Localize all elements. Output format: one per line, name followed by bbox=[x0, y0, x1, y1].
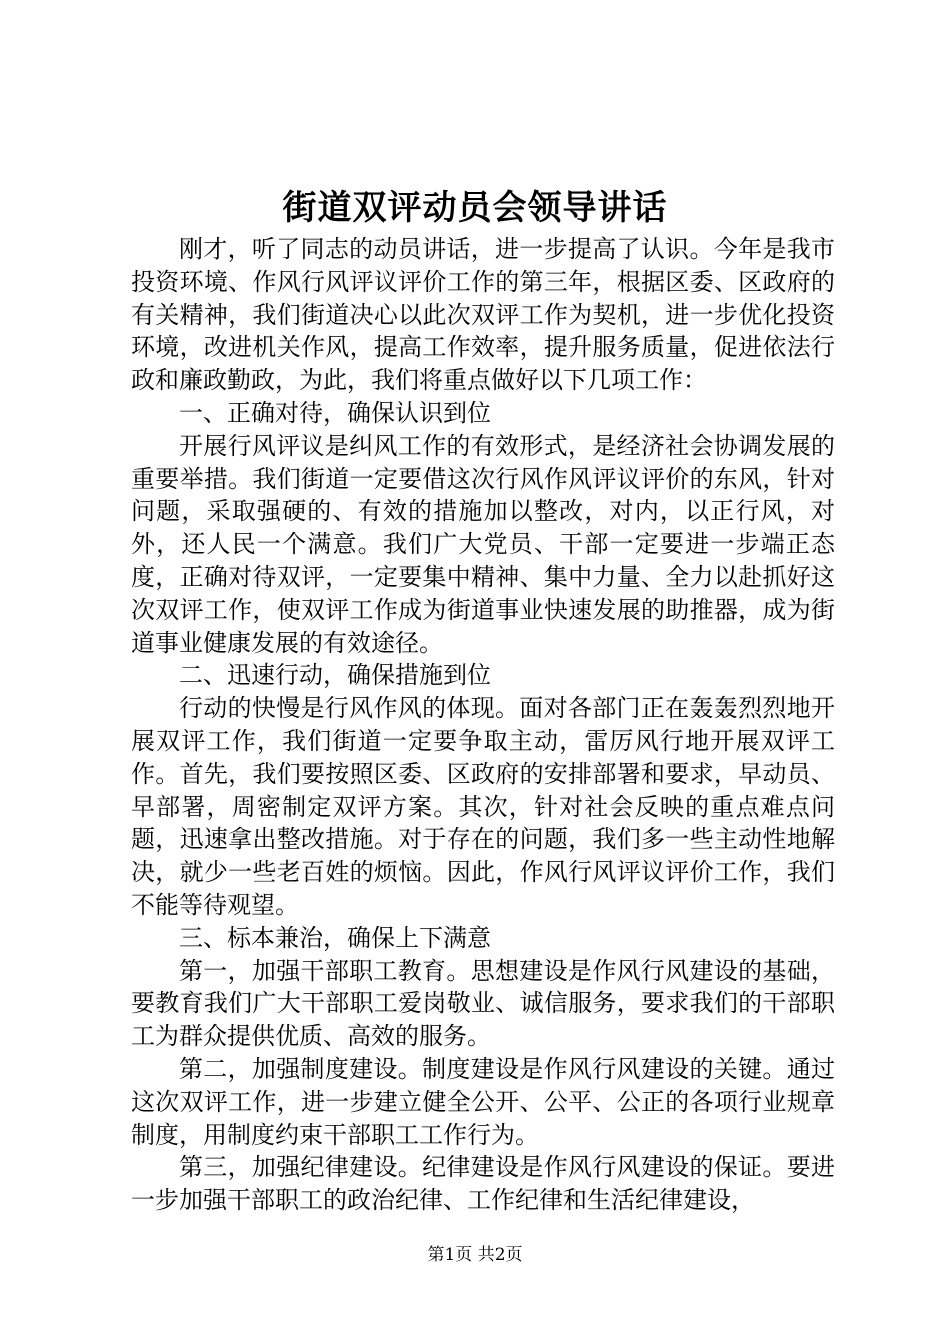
document-body bbox=[131, 233, 835, 1217]
section-3-heading: 三、标本兼治，确保上下满意 bbox=[179, 923, 491, 952]
section-3-paragraph-2: 第二，加强制度建设。制度建设是作风行风建设的关键。通过这次双评工作，进一步建立健全公开、公平、公正的各项行业规章制度，用制度约束干部职工工作行为。 bbox=[131, 1054, 835, 1149]
page-footer: 第1页 共2页 bbox=[427, 1245, 523, 1265]
section-2-heading: 二、迅速行动，确保措施到位 bbox=[179, 661, 491, 690]
section-3-paragraph-3: 第三，加强纪律建设。纪律建设是作风行风建设的保证。要进一步加强干部职工的政治纪律、工作纪律和生活纪律建设， bbox=[131, 1153, 835, 1215]
section-1-heading: 一、正确对待，确保认识到位 bbox=[179, 398, 491, 427]
section-1-paragraph-1: 开展行风评议是纠风工作的有效形式，是经济社会协调发展的重要举措。我们街道一定要借这次行风作风评议评价的东风，针对问题，采取强硬的、有效的措施加以整改，对内，以正行风，对外，还人民一个满意。我们广大党员、干部一定要进一步端正态度，正确对待双评，一定要集中精神、集中力量、全力以赴抓好这次双评工作，使双评工作成为街道事业快速发展的助推器，成为街道事业健康发展的有效途径。 bbox=[131, 431, 835, 657]
section-3-paragraph-1: 第一，加强干部职工教育。思想建设是作风行风建设的基础，要教育我们广大干部职工爱岗敬业、诚信服务，要求我们的干部职工为群众提供优质、高效的服务。 bbox=[131, 956, 835, 1051]
intro-paragraph: 刚才，听了同志的动员讲话，进一步提高了认识。今年是我市投资环境、作风行风评议评价工作的第三年，根据区委、区政府的有关精神，我们街道决心以此次双评工作为契机，进一步优化投资环境，改进机关作风，提高工作效率，提升服务质量，促进依法行政和廉政勤政，为此，我们将重点做好以下几项工作： bbox=[131, 235, 835, 395]
section-2-paragraph-1: 行动的快慢是行风作风的体现。面对各部门正在轰轰烈烈地开展双评工作，我们街道一定要争取主动，雷厉风行地开展双评工作。首先，我们要按照区委、区政府的安排部署和要求，早动员、早部署，周密制定双评方案。其次，针对社会反映的重点难点问题，迅速拿出整改措施。对于存在的问题，我们多一些主动性地解决，就少一些老百姓的烦恼。因此，作风行风评议评价工作，我们不能等待观望。 bbox=[131, 694, 835, 919]
document-title: 街道双评动员会领导讲话 bbox=[282, 188, 668, 228]
